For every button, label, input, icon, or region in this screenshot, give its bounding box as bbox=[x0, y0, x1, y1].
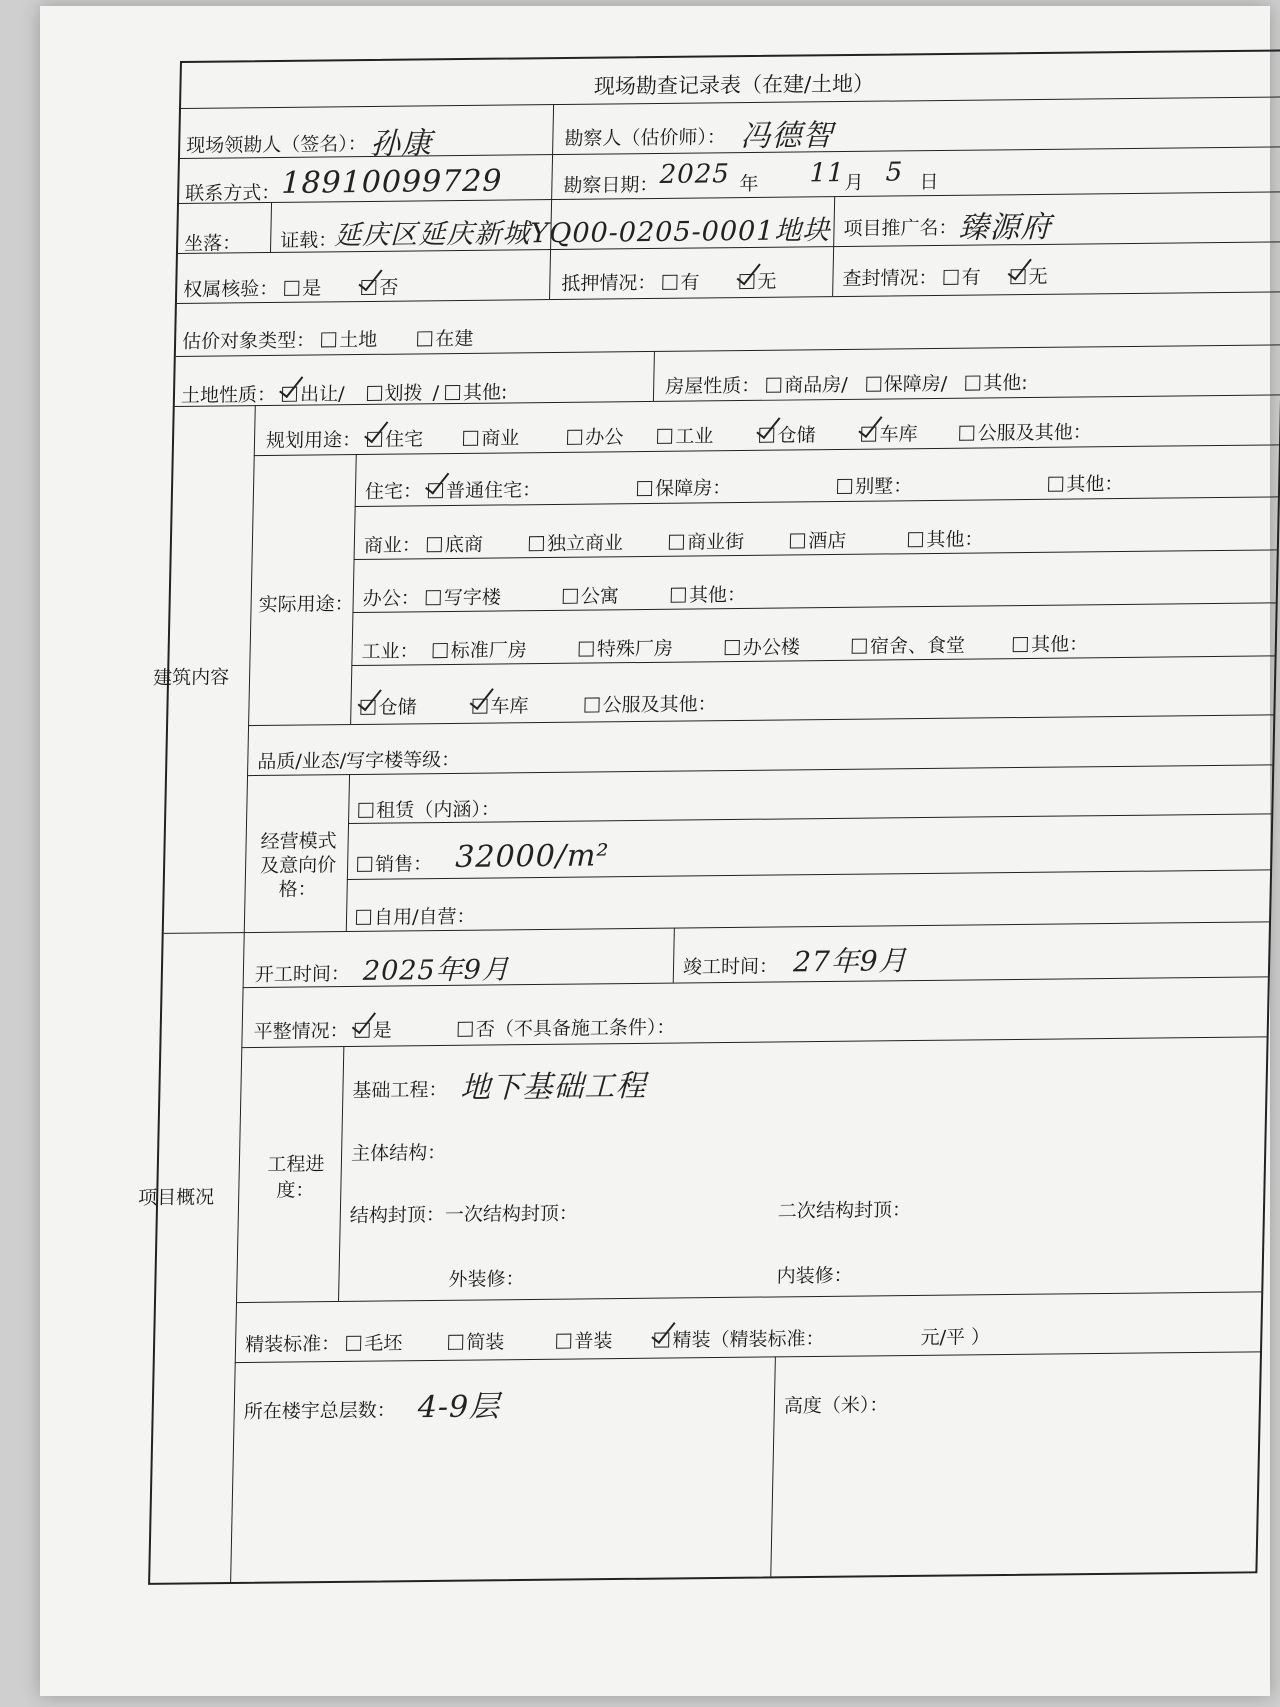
sale-label: 销售： bbox=[374, 853, 433, 876]
commercial-label: 商业： bbox=[363, 534, 422, 557]
house-other-label: 其他: bbox=[983, 372, 1028, 395]
seal-yes-checkbox[interactable] bbox=[943, 270, 958, 285]
land-nature-label: 土地性质： bbox=[180, 383, 277, 407]
mortgage-check bbox=[561, 267, 777, 296]
ind-other-checkbox[interactable] bbox=[1013, 637, 1028, 652]
seal-yes-label: 有 bbox=[961, 266, 981, 289]
sale-checkbox[interactable] bbox=[357, 857, 372, 872]
house-commodity-checkbox[interactable] bbox=[766, 378, 781, 393]
fin-unit-label: 元/平 ） bbox=[920, 1326, 991, 1349]
leveling-yes-checkbox[interactable] bbox=[355, 1023, 370, 1038]
plan-opt-industrial: 工业 bbox=[675, 425, 714, 448]
res-other-checkbox[interactable] bbox=[1048, 477, 1063, 492]
seal-no-checkbox[interactable] bbox=[1010, 269, 1025, 284]
fin-fine-checkbox[interactable] bbox=[654, 1333, 669, 1348]
sale-price-value: 32000/m² bbox=[454, 838, 610, 875]
ind-special-checkbox[interactable] bbox=[579, 642, 594, 657]
res-normal-label: 普通住宅： bbox=[445, 479, 542, 503]
plan-office-checkbox[interactable] bbox=[567, 430, 582, 445]
type-land-checkbox[interactable] bbox=[321, 332, 336, 347]
ownership-label: 权属核验： bbox=[182, 277, 279, 301]
misc-garage-label: 车库 bbox=[490, 695, 529, 718]
interior-label: 内装修： bbox=[776, 1264, 853, 1288]
res-villa-label: 别墅： bbox=[855, 475, 913, 498]
fin-simple-label: 简装 bbox=[466, 1331, 505, 1354]
finish-standard-row bbox=[245, 1322, 991, 1357]
plan-opt-commercial: 商业 bbox=[480, 427, 520, 450]
com-shop-checkbox[interactable] bbox=[427, 537, 442, 552]
land-transfer-checkbox[interactable] bbox=[282, 387, 297, 402]
plan-opt-public: 公服及其他： bbox=[977, 421, 1092, 445]
fin-rough-checkbox[interactable] bbox=[346, 1336, 361, 1351]
plan-opt-office: 办公 bbox=[585, 426, 624, 449]
finish-time-value: 27年9月 bbox=[792, 944, 908, 979]
self-use-checkbox[interactable] bbox=[356, 910, 371, 925]
finish-standard-label: 精装标准： bbox=[244, 1332, 341, 1356]
com-other-label: 其他： bbox=[926, 528, 984, 552]
survey-date-day: 5 bbox=[885, 157, 904, 188]
office-label: 办公： bbox=[362, 587, 421, 610]
type-construction-checkbox[interactable] bbox=[417, 331, 432, 346]
res-afford-label: 保障房： bbox=[654, 477, 732, 500]
main-structure-label: 主体结构： bbox=[350, 1141, 447, 1165]
house-afford-checkbox[interactable] bbox=[866, 377, 881, 392]
com-standalone-checkbox[interactable] bbox=[529, 536, 544, 551]
plan-opt-storage: 仓储 bbox=[777, 424, 816, 447]
plan-industrial-checkbox[interactable] bbox=[657, 429, 672, 444]
floors-label: 所在楼宇总层数： bbox=[243, 1399, 396, 1423]
ind-office-checkbox[interactable] bbox=[725, 640, 740, 655]
land-separator: / bbox=[432, 382, 440, 405]
leveling-no-label: 否（不具备施工条件）： bbox=[475, 1016, 676, 1041]
rent-checkbox[interactable] bbox=[358, 803, 373, 818]
house-commodity-label: 商品房/ bbox=[784, 373, 848, 397]
office-tower-label: 写字楼 bbox=[443, 586, 502, 610]
leveling-row bbox=[253, 1013, 675, 1044]
fin-normal-label: 普装 bbox=[574, 1330, 613, 1353]
plan-opt-garage: 车库 bbox=[879, 423, 918, 446]
leveling-no-checkbox[interactable] bbox=[458, 1022, 473, 1037]
misc-garage-checkbox[interactable] bbox=[472, 699, 487, 714]
building-section-label: 建筑内容 bbox=[152, 666, 230, 690]
foundation-value: 地下基础工程 bbox=[460, 1068, 647, 1106]
self-use-row bbox=[356, 902, 476, 930]
com-shop-label: 底商 bbox=[444, 533, 484, 557]
plan-storage-checkbox[interactable] bbox=[759, 428, 774, 443]
office-apartment-checkbox[interactable] bbox=[563, 589, 578, 604]
self-use-label: 自用/自营： bbox=[373, 905, 476, 929]
start-time-label: 开工时间： bbox=[254, 962, 351, 986]
rent-row bbox=[358, 794, 500, 822]
seal-check bbox=[842, 262, 1048, 291]
cert-value: 延庆区延庆新城YQ00-0205-0001地块 bbox=[334, 215, 831, 252]
paper-sheet bbox=[40, 6, 1270, 1696]
land-allocate-label: 划拨 bbox=[384, 382, 423, 405]
com-other-checkbox[interactable] bbox=[908, 532, 923, 547]
plan-opt-residential: 住宅 bbox=[384, 428, 424, 451]
ownership-no-checkbox[interactable] bbox=[361, 280, 376, 295]
rent-label: 租赁（内涵）： bbox=[376, 798, 501, 822]
ownership-check bbox=[183, 273, 399, 302]
sale-row bbox=[357, 849, 433, 877]
progress-label: 工程进度： bbox=[267, 1153, 325, 1202]
planned-use-label: 规划用途： bbox=[265, 429, 362, 452]
office-row bbox=[362, 580, 746, 611]
quality-label: 品质/业态/写字楼等级： bbox=[257, 748, 461, 773]
office-tower-checkbox[interactable] bbox=[426, 590, 441, 605]
seal-no-label: 无 bbox=[1028, 265, 1048, 289]
fin-fine-label: 精装（精装标准： bbox=[672, 1327, 825, 1352]
fin-simple-checkbox[interactable] bbox=[448, 1335, 463, 1350]
contact-label: 联系方式： bbox=[184, 181, 281, 205]
house-afford-label: 保障房/ bbox=[883, 372, 948, 396]
com-hotel-checkbox[interactable] bbox=[790, 533, 805, 548]
ind-standard-label: 标准厂房 bbox=[450, 639, 527, 663]
office-apartment-label: 公寓 bbox=[580, 585, 620, 608]
floors-value: 4-9层 bbox=[417, 1389, 501, 1426]
survey-date-label: 勘察日期： bbox=[563, 173, 659, 197]
land-other-label: 其他: bbox=[462, 381, 508, 404]
misc-storage-checkbox[interactable] bbox=[360, 700, 375, 715]
cap-label: 结构封顶： bbox=[349, 1203, 446, 1227]
plan-public-checkbox[interactable] bbox=[960, 426, 975, 441]
promo-value: 臻源府 bbox=[958, 209, 1052, 246]
actual-use-label: 实际用途： bbox=[258, 593, 354, 617]
type-construction-label: 在建 bbox=[435, 327, 474, 351]
year-unit: 年 bbox=[739, 172, 759, 196]
promo-label: 项目推广名： bbox=[843, 216, 958, 241]
misc-public-label: 公服及其他： bbox=[602, 693, 717, 717]
leveling-yes-label: 是 bbox=[372, 1019, 393, 1042]
business-mode-label: 经营模式及意向价格： bbox=[259, 830, 337, 901]
plan-commercial-checkbox[interactable] bbox=[463, 431, 478, 446]
ownership-no-label: 否 bbox=[379, 276, 399, 299]
project-section-label: 项目概况 bbox=[137, 1186, 215, 1210]
finish-time-label: 竣工时间： bbox=[682, 955, 779, 979]
cert-label: 证载： bbox=[280, 229, 338, 252]
com-standalone-label: 独立商业 bbox=[546, 532, 624, 556]
mortgage-no-label: 无 bbox=[757, 270, 777, 293]
land-allocate-checkbox[interactable] bbox=[366, 386, 381, 401]
mortgage-no-checkbox[interactable] bbox=[739, 274, 754, 289]
plan-garage-checkbox[interactable] bbox=[861, 427, 876, 442]
mortgage-yes-label: 有 bbox=[680, 271, 700, 294]
misc-storage-label: 仓储 bbox=[378, 696, 417, 719]
seal-label: 查封情况： bbox=[842, 267, 938, 291]
house-other-checkbox[interactable] bbox=[965, 376, 980, 391]
mortgage-yes-checkbox[interactable] bbox=[662, 275, 677, 290]
object-type-label: 估价对象类型： bbox=[181, 329, 316, 353]
surveyor-label: 勘察人（估价师）： bbox=[564, 126, 727, 150]
residential-label: 住宅： bbox=[364, 480, 423, 503]
misc-row bbox=[360, 689, 717, 720]
ind-other-label: 其他： bbox=[1030, 633, 1089, 656]
ind-office-label: 办公楼 bbox=[742, 636, 801, 659]
land-other-checkbox[interactable] bbox=[445, 385, 460, 400]
ind-dorm-label: 宿舍、食堂 bbox=[869, 634, 966, 658]
fin-rough-label: 毛坯 bbox=[363, 1332, 403, 1355]
contact-value: 18910099729 bbox=[281, 163, 503, 201]
cap-first-label: 一次结构封顶： bbox=[444, 1202, 579, 1226]
ind-special-label: 特殊厂房 bbox=[596, 637, 674, 661]
ownership-yes-checkbox[interactable] bbox=[284, 281, 299, 296]
foundation-label: 基础工程： bbox=[352, 1078, 448, 1102]
day-unit: 日 bbox=[919, 171, 939, 194]
mortgage-label: 抵押情况： bbox=[561, 271, 657, 295]
cap-row bbox=[350, 1199, 579, 1228]
res-other-label: 其他： bbox=[1066, 473, 1124, 496]
start-time-value: 2025年9月 bbox=[362, 954, 511, 987]
office-other-checkbox[interactable] bbox=[671, 588, 686, 603]
office-other-label: 其他： bbox=[688, 583, 747, 607]
form-title: 现场勘查记录表（在建/土地） bbox=[593, 71, 875, 99]
survey-date-month: 11 bbox=[809, 158, 846, 189]
industrial-label: 工业： bbox=[361, 640, 419, 663]
com-street-label: 商业街 bbox=[686, 530, 745, 554]
house-nature bbox=[665, 368, 1028, 399]
res-normal-checkbox[interactable] bbox=[428, 483, 443, 498]
misc-public-checkbox[interactable] bbox=[584, 697, 599, 712]
leader-signature: 孙康 bbox=[369, 126, 433, 162]
leveling-label: 平整情况： bbox=[253, 1019, 349, 1043]
house-nature-label: 房屋性质： bbox=[664, 374, 761, 398]
height-label: 高度（米）： bbox=[783, 1394, 889, 1418]
ownership-yes-label: 是 bbox=[302, 277, 322, 300]
surveyor-signature: 冯德智 bbox=[740, 118, 834, 155]
month-unit: 月 bbox=[844, 171, 864, 195]
plan-residential-checkbox[interactable] bbox=[367, 432, 382, 447]
type-land-label: 土地 bbox=[338, 328, 378, 352]
ind-dorm-checkbox[interactable] bbox=[852, 639, 867, 654]
leader-label: 现场领勘人（签名）： bbox=[185, 133, 368, 157]
com-hotel-label: 酒店 bbox=[807, 529, 847, 553]
fin-normal-checkbox[interactable] bbox=[556, 1334, 571, 1349]
survey-date-year: 2025 bbox=[659, 159, 731, 190]
res-villa-checkbox[interactable] bbox=[837, 479, 852, 494]
land-transfer-label: 出让/ bbox=[299, 383, 345, 406]
location-label: 坐落： bbox=[183, 232, 242, 255]
cap-second-label: 二次结构封顶： bbox=[777, 1199, 912, 1223]
survey-form bbox=[137, 49, 1280, 1585]
exterior-label: 外装修： bbox=[448, 1268, 525, 1291]
res-afford-checkbox[interactable] bbox=[637, 481, 652, 496]
com-street-checkbox[interactable] bbox=[669, 535, 684, 550]
object-type bbox=[182, 324, 474, 354]
ind-standard-checkbox[interactable] bbox=[433, 643, 448, 658]
